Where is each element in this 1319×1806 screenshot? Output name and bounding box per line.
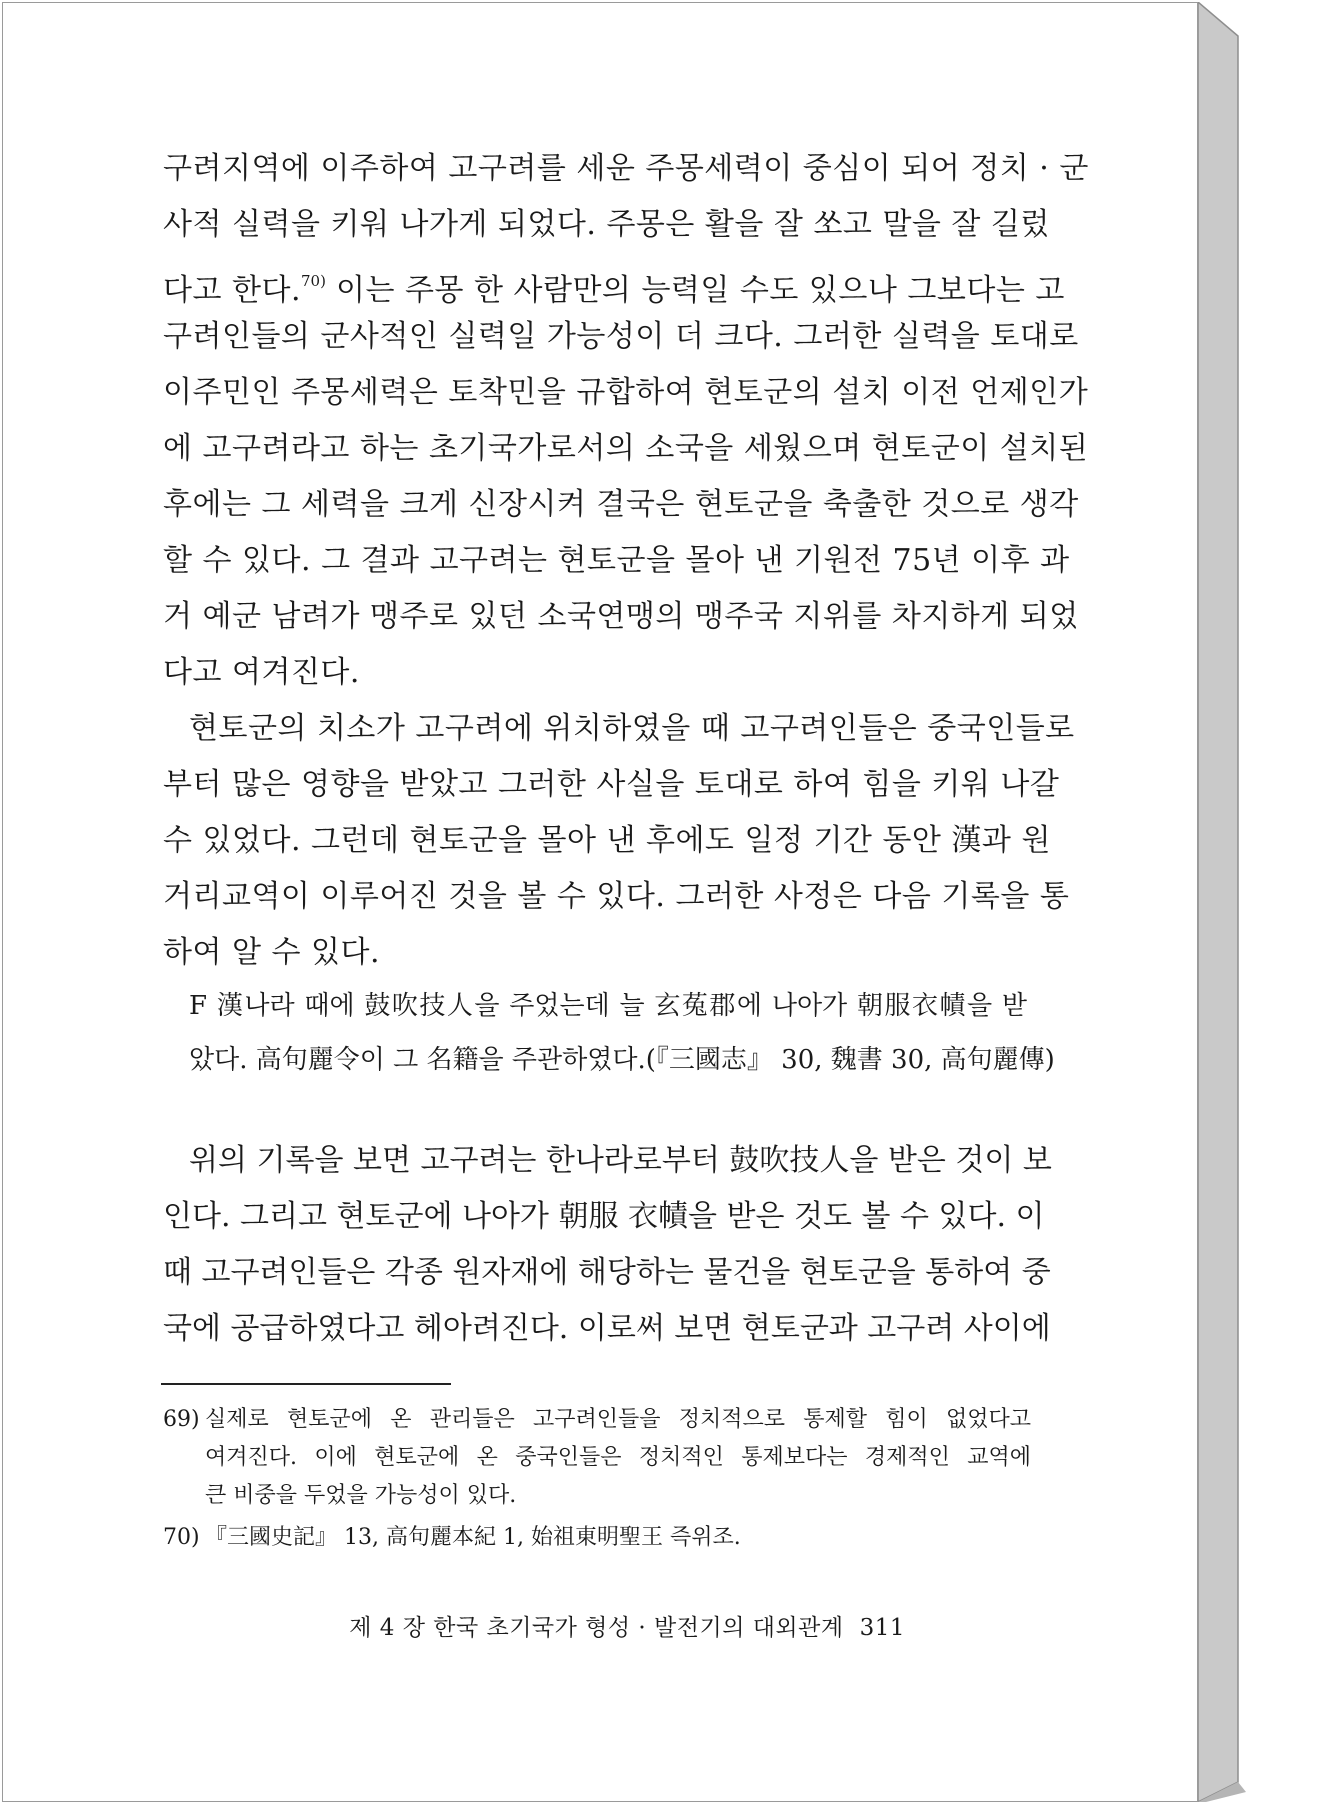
body-line: 때 고구려인들은 각종 원자재에 해당하는 물건을 현토군을 통하여 중 <box>163 1255 1051 1290</box>
footnote-body <box>205 1401 1031 1515</box>
body-line: 구려인들의 군사적인 실력일 가능성이 더 크다. 그러한 실력을 토대로 <box>163 319 1079 354</box>
body-line: 할 수 있다. 그 결과 고구려는 현토군을 몰아 낸 기원전 75년 이후 과 <box>163 543 1070 578</box>
body-line-part: 다고 한다. <box>163 273 301 308</box>
body-line: 후에는 그 세력을 크게 신장시켜 결국은 현토군을 축출한 것으로 생각 <box>163 487 1079 522</box>
footnote-69 <box>163 1401 1031 1515</box>
footnote-body <box>205 1519 1031 1557</box>
body-line: 구려지역에 이주하여 고구려를 세운 주몽세력이 중심이 되어 정치 · 군 <box>163 151 1089 186</box>
book-page-edge <box>1198 2 1250 1802</box>
main-body-text <box>163 141 1089 981</box>
running-footer <box>349 1609 905 1642</box>
body-line: 거리교역이 이루어진 것을 볼 수 있다. 그러한 사정은 다음 기록을 통 <box>163 879 1070 914</box>
body-line: 국에 공급하였다고 헤아려진다. 이로써 보면 현토군과 고구려 사이에 <box>163 1311 1051 1346</box>
body-line: 현토군의 치소가 고구려에 위치하였을 때 고구려인들은 중국인들로 <box>189 711 1075 746</box>
body-line: 위의 기록을 보면 고구려는 한나라로부터 鼓吹技人을 받은 것이 보 <box>189 1143 1052 1178</box>
footnote-separator <box>161 1383 451 1385</box>
body-line: 부터 많은 영향을 받았고 그러한 사실을 토대로 하여 힘을 키워 나갈 <box>163 767 1060 802</box>
book-page <box>2 2 1198 1802</box>
footnote-number: 69) <box>163 1407 200 1432</box>
quote-line: F 漢나라 때에 鼓吹技人을 주었는데 늘 玄菟郡에 나아가 朝服衣幘을 받 <box>189 991 1027 1021</box>
body-line: 인다. 그리고 현토군에 나아가 朝服 衣幘을 받은 것도 볼 수 있다. 이 <box>163 1199 1045 1234</box>
footnote-reference-70[interactable]: 70) <box>301 272 326 290</box>
footnote-number: 70) <box>163 1525 200 1550</box>
footnote-line: 『三國史記』 13, 高句麗本紀 1, 始祖東明聖王 즉위조. <box>205 1525 741 1550</box>
main-body-text-continued <box>163 1133 1052 1357</box>
body-line: 다고 여겨진다. <box>163 655 360 690</box>
body-line: 하여 알 수 있다. <box>163 935 381 970</box>
quoted-source-block <box>189 979 1055 1087</box>
body-line: 에 고구려라고 하는 초기국가로서의 소국을 세웠으며 현토군이 설치된 <box>163 431 1089 466</box>
footnote-70 <box>163 1519 1031 1557</box>
body-line: 수 있었다. 그런데 현토군을 몰아 낸 후에도 일정 기간 동안 漢과 원 <box>163 823 1051 858</box>
body-line: 사적 실력을 키워 나가게 되었다. 주몽은 활을 잘 쏘고 말을 잘 길렀 <box>163 207 1050 242</box>
footnotes <box>163 1401 1031 1557</box>
footnote-line: 실제로 현토군에 온 관리들은 고구려인들을 정치적으로 통제할 힘이 없었다고 <box>205 1407 1031 1432</box>
body-line-part: 이는 주몽 한 사람만의 능력일 수도 있으나 그보다는 고 <box>325 273 1065 308</box>
chapter-title: 제 4 장 한국 초기국가 형성 · 발전기의 대외관계 <box>349 1615 844 1641</box>
footnote-line: 여겨진다. 이에 현토군에 온 중국인들은 정치적인 통제보다는 경제적인 교역에 <box>205 1445 1031 1470</box>
body-line: 이주민인 주몽세력은 토착민을 규합하여 현토군의 설치 이전 언제인가 <box>163 375 1089 410</box>
page-number: 311 <box>859 1615 905 1641</box>
body-line: 거 예군 남려가 맹주로 있던 소국연맹의 맹주국 지위를 차지하게 되었 <box>163 599 1079 634</box>
quote-line: 았다. 高句麗令이 그 名籍을 주관하였다.(『三國志』 30, 魏書 30, 高句麗傳) <box>189 1045 1055 1075</box>
footnote-line: 큰 비중을 두었을 가능성이 있다. <box>205 1483 517 1508</box>
body-line-with-footnote <box>163 253 1065 309</box>
